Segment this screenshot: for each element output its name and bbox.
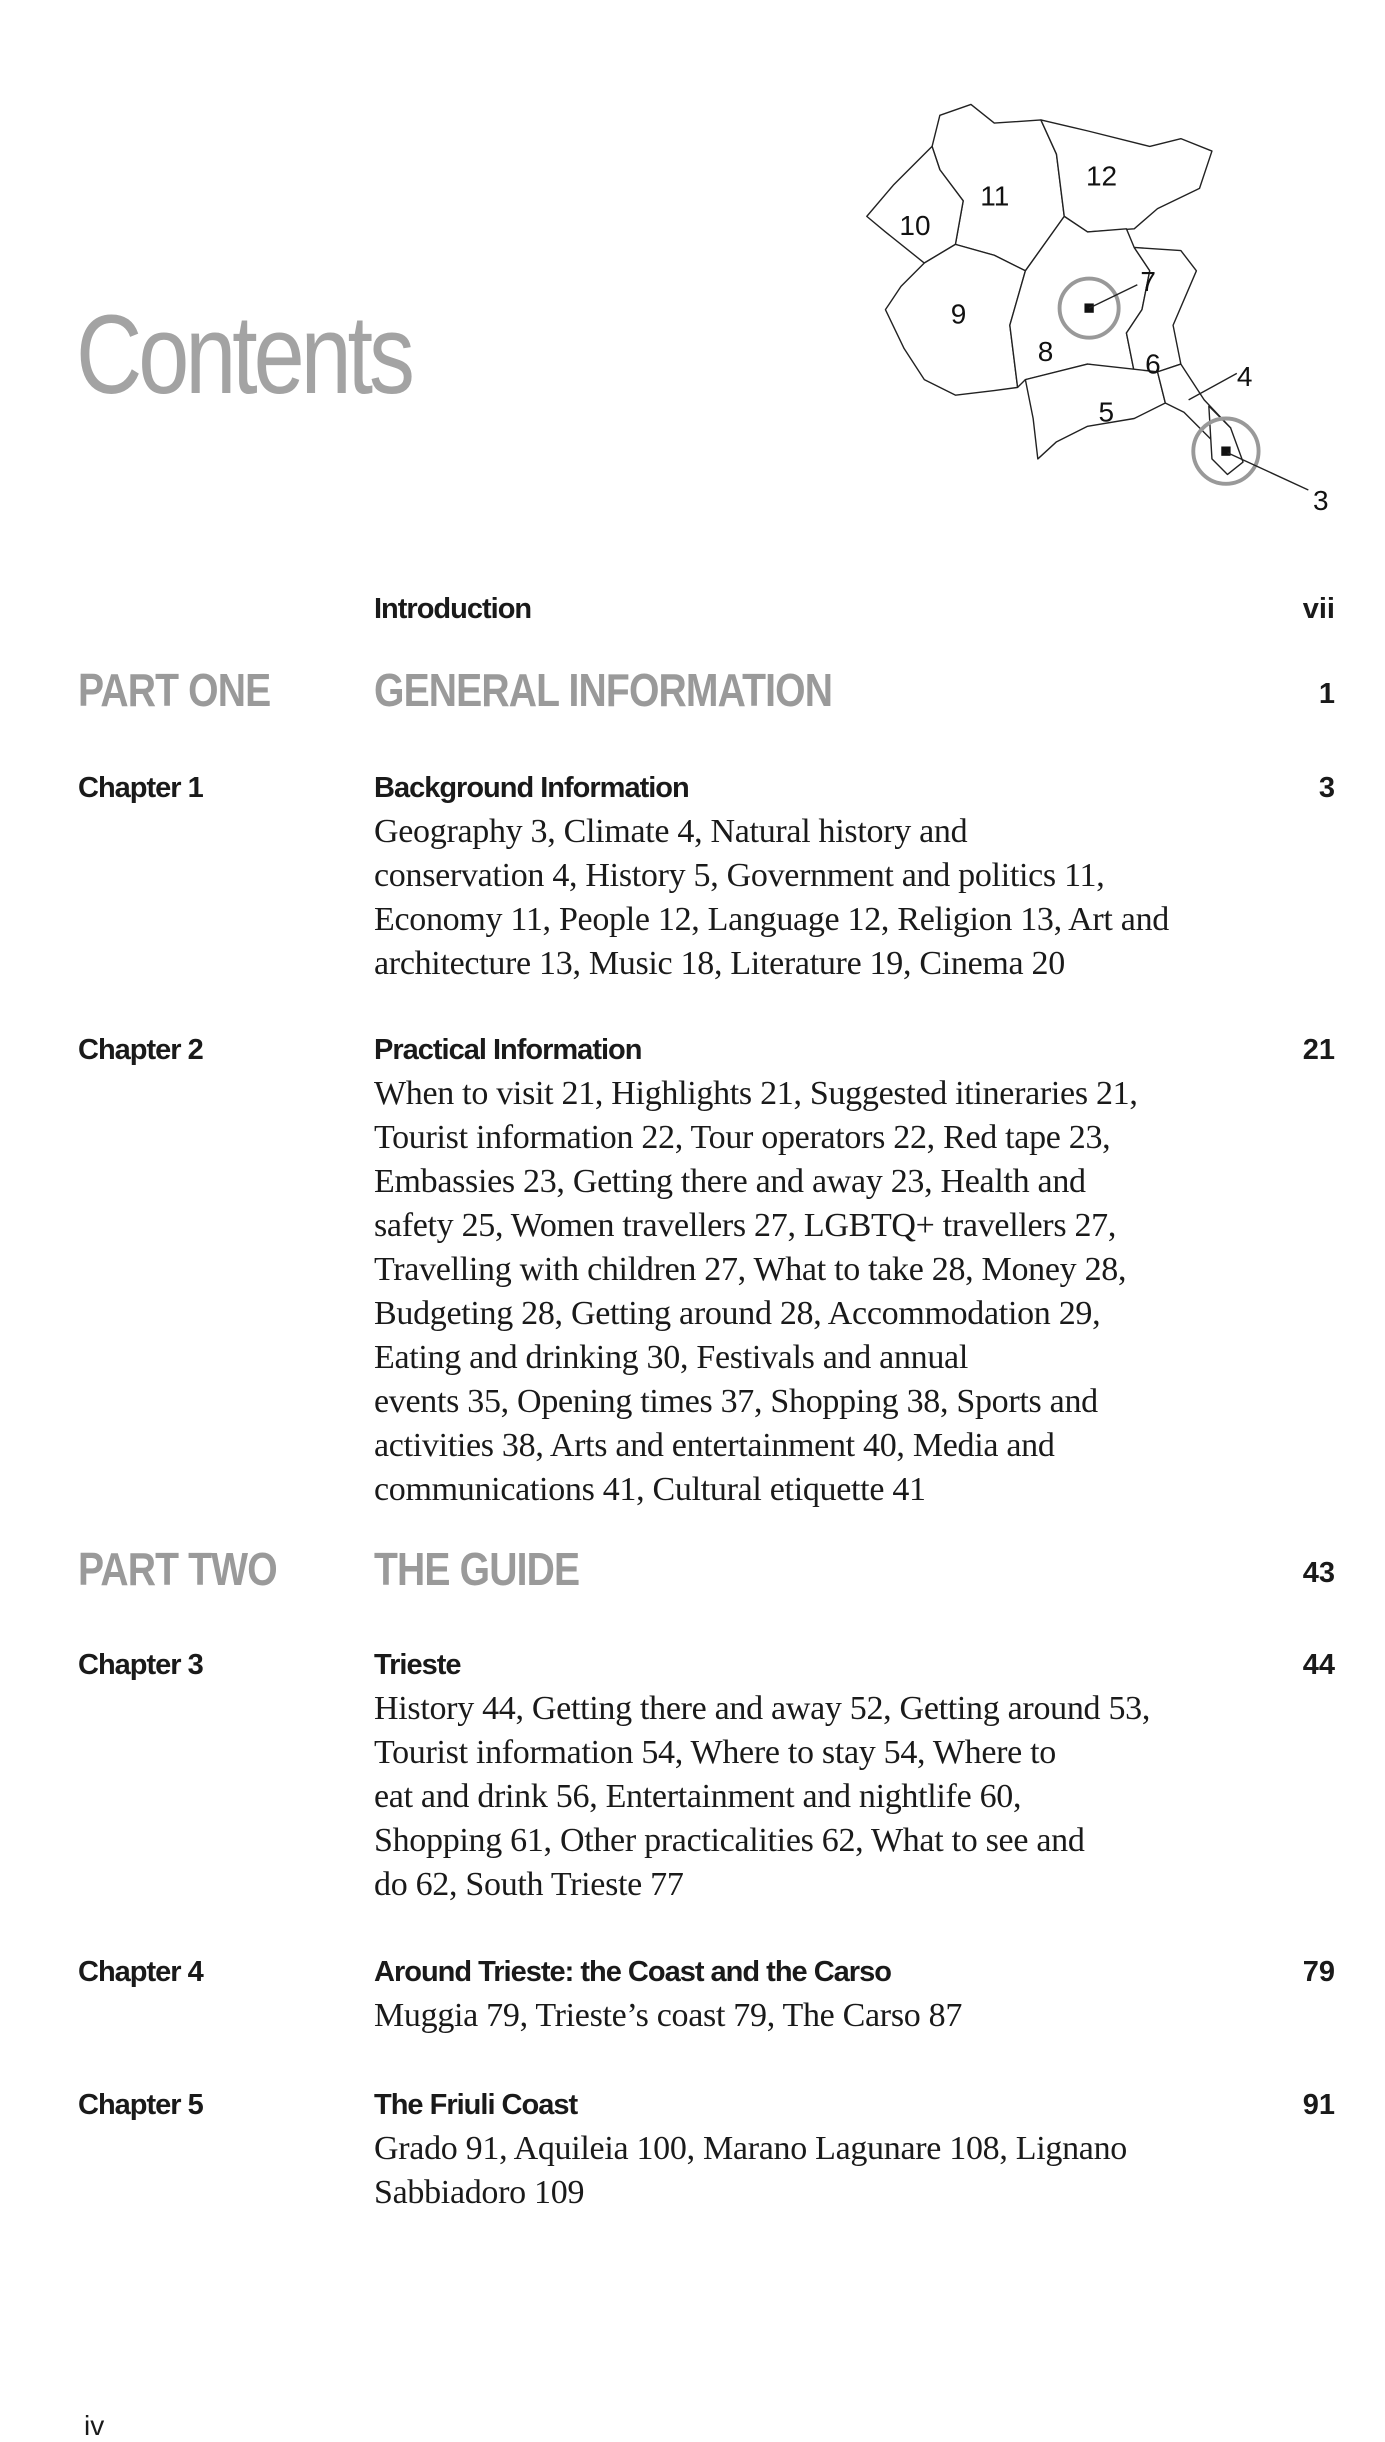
chapter-2-page: 21	[1302, 1034, 1335, 1066]
chapter-3-label: Chapter 3	[78, 1649, 203, 1681]
map-region-12	[1041, 120, 1212, 232]
map-label-8: 8	[1037, 335, 1054, 367]
part-two-label: PART TWO	[78, 1543, 277, 1595]
toc-introduction-title[interactable]: Introduction	[374, 593, 532, 625]
map-label-10: 10	[899, 210, 931, 242]
page-number: iv	[84, 2410, 105, 2441]
region-map	[862, 92, 1352, 532]
map-region-3	[1209, 406, 1243, 474]
chapter-1-label: Chapter 1	[78, 772, 203, 804]
chapter-5-title[interactable]: The Friuli Coast	[374, 2089, 578, 2121]
part-one-page: 1	[1318, 678, 1335, 710]
chapter-1-topics: Geography 3, Climate 4, Natural history and conservation 4, History 5, Government and politics 11, Economy 11, People 12, Language 12, Religion 13, Art and architecture 13, Music 18, Literature 19, Cinema 20	[374, 813, 1169, 982]
map-label-9: 9	[950, 298, 967, 330]
page-title: Contents	[76, 292, 411, 417]
toc-introduction-page: vii	[1302, 593, 1335, 625]
part-two-title[interactable]: THE GUIDE	[374, 1543, 580, 1595]
part-two-page: 43	[1302, 1557, 1335, 1589]
map-label-12: 12	[1086, 160, 1118, 192]
map-label-7: 7	[1140, 266, 1156, 298]
chapter-5-label: Chapter 5	[78, 2089, 203, 2121]
chapter-3-topics: History 44, Getting there and away 52, Getting around 53, Tourist information 54, Where to stay 54, Where to eat and drink 56, Entertainment and nightlife 60, Shopping 61, Other practicalities 62, What to see and do 62, South Trieste 77	[374, 1690, 1151, 1903]
map-label-11: 11	[980, 180, 1010, 212]
chapter-1-page: 3	[1318, 772, 1335, 804]
map-label-4: 4	[1236, 360, 1253, 392]
chapter-4-page: 79	[1302, 1956, 1335, 1988]
chapter-5-page: 91	[1302, 2089, 1335, 2121]
chapter-2-topics: When to visit 21, Highlights 21, Suggested itineraries 21, Tourist information 22, Tour operators 22, Red tape 23, Embassies 23, Getting there and away 23, Health and safety 25, Women travellers 27, LGBTQ+ travellers 27, Travelling with children 27, What to take 28, Money 28, Budgeting 28, Getting around 28, Accommodation 29, Eating and drinking 30, Festivals and annual events 35, Opening times 37, Shopping 38, Sports and activities 38, Arts and entertainment 40, Media and communications 41, Cultural etiquette 41	[374, 1075, 1138, 1508]
chapter-3-page: 44	[1302, 1649, 1335, 1681]
chapter-1-title[interactable]: Background Information	[374, 772, 689, 804]
chapter-4-title[interactable]: Around Trieste: the Coast and the Carso	[374, 1956, 891, 1988]
part-one-title[interactable]: GENERAL INFORMATION	[374, 664, 833, 716]
map-label-6: 6	[1145, 348, 1161, 380]
map-label-5: 5	[1098, 396, 1115, 428]
chapter-2-title[interactable]: Practical Information	[374, 1034, 642, 1066]
part-one-label: PART ONE	[78, 664, 271, 716]
chapter-2-label: Chapter 2	[78, 1034, 203, 1066]
chapter-4-topics: Muggia 79, Trieste’s coast 79, The Carso 87	[374, 1997, 963, 2034]
chapter-4-label: Chapter 4	[78, 1956, 203, 1988]
chapter-5-topics: Grado 91, Aquileia 100, Marano Lagunare 108, Lignano Sabbiadoro 109	[374, 2130, 1127, 2211]
chapter-3-title[interactable]: Trieste	[374, 1649, 461, 1681]
map-label-3: 3	[1313, 485, 1329, 517]
